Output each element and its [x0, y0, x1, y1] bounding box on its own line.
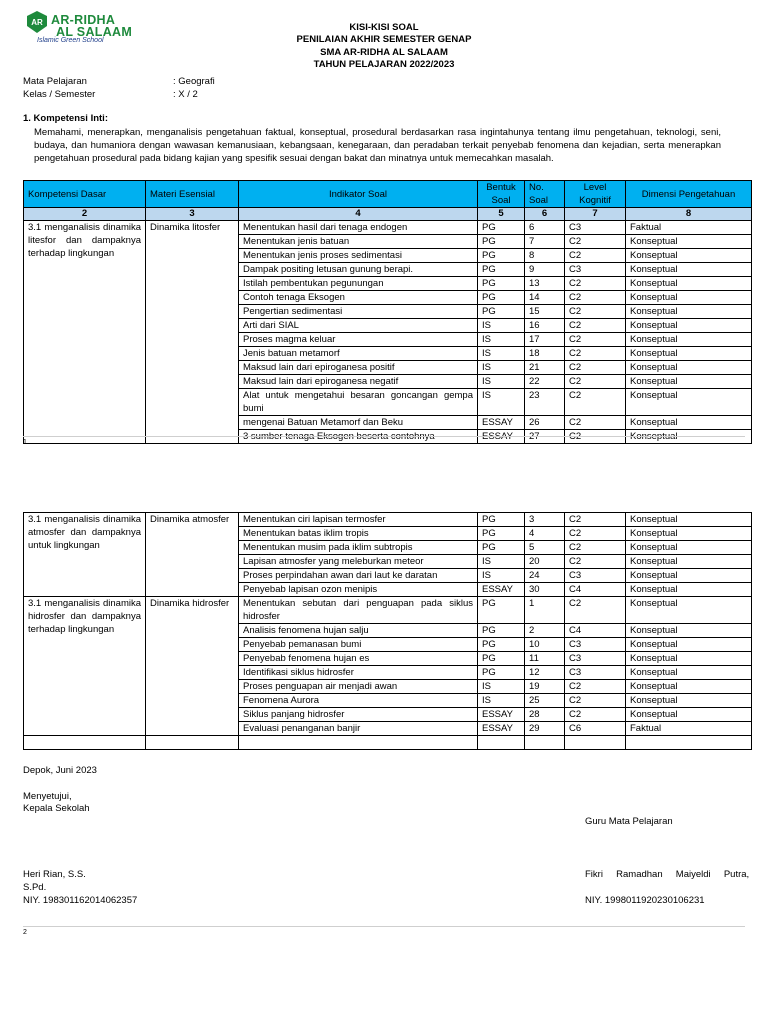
no-soal-cell: 10	[525, 638, 565, 652]
ki-heading: 1. Kompetensi Inti:	[23, 113, 108, 124]
no-soal-cell: 21	[525, 361, 565, 375]
no-soal-cell: 26	[525, 416, 565, 430]
approval-label: Menyetujui,	[23, 791, 72, 802]
indikator-soal-cell: Proses perpindahan awan dari laut ke daratan	[239, 569, 478, 583]
dimensi-pengetahuan-cell: Konseptual	[626, 652, 752, 666]
empty-cell	[525, 736, 565, 750]
level-kognitif-cell: C2	[565, 708, 626, 722]
principal-name: Heri Rian, S.S.	[23, 869, 86, 880]
kompetensi-dasar-cell	[24, 221, 146, 444]
bentuk-soal-cell: IS	[478, 319, 525, 333]
column-number: 4	[239, 208, 478, 221]
level-kognitif-cell: C3	[565, 263, 626, 277]
bentuk-soal-cell: IS	[478, 361, 525, 375]
no-soal-cell: 18	[525, 347, 565, 361]
column-number: 5	[478, 208, 525, 221]
teacher-niy: NIY. 199801192023010623​1	[585, 895, 705, 906]
materi-esensial-cell: Dinamika hidrosfer	[146, 597, 239, 736]
no-soal-cell: 14	[525, 291, 565, 305]
bentuk-soal-cell: IS	[478, 555, 525, 569]
level-kognitif-cell: C2	[565, 430, 626, 444]
indikator-soal-cell: 3 sumber tenaga Eksogen beserta contohnya	[239, 430, 478, 444]
kompetensi-dasar-text: 3.1 menganalisis dinamika atmosfer dan dampaknya untuk lingkungan	[28, 514, 141, 551]
subject-value: : Geografi	[173, 76, 215, 87]
indikator-soal-cell: Contoh tenaga Eksogen	[239, 291, 478, 305]
level-kognitif-cell: C2	[565, 694, 626, 708]
indikator-soal-cell: Maksud lain dari epiroganesa positif	[239, 361, 478, 375]
no-soal-cell: 4	[525, 527, 565, 541]
dimensi-pengetahuan-cell: Konseptual	[626, 361, 752, 375]
level-kognitif-cell: C2	[565, 249, 626, 263]
dimensi-pengetahuan-cell: Konseptual	[626, 708, 752, 722]
dimensi-pengetahuan-cell: Konseptual	[626, 583, 752, 597]
logo-tagline: Islamic Green School	[37, 37, 104, 44]
empty-cell	[626, 736, 752, 750]
indikator-soal-cell: Penyebab lapisan ozon menipis	[239, 583, 478, 597]
indikator-soal-cell: Proses penguapan air menjadi awan	[239, 680, 478, 694]
ki-paragraph: Memahami, menerapkan, menganalisis pengetahuan faktual, konseptual, prosedural berdasarkan rasa ingintahunya tentang ilmu pengetahuan, teknologi, seni, budaya, dan humaniora dengan wawasan kemanusiaan, kebangsaan, kenegaraan, dan peradaban terkait penyebab fenomena dan kejadian, serta menerapkan pengetahuan prosedural pada bidang kajian yang spesifik sesuai dengan bakat dan minatnya untuk memecahkan masalah.	[34, 127, 721, 164]
kompetensi-dasar-cell	[24, 513, 146, 597]
indikator-soal-cell: Arti dari SIAL	[239, 319, 478, 333]
empty-cell	[239, 736, 478, 750]
page-divider	[23, 926, 745, 927]
dimensi-pengetahuan-cell: Faktual	[626, 221, 752, 235]
no-soal-cell: 19	[525, 680, 565, 694]
level-kognitif-cell: C2	[565, 277, 626, 291]
bentuk-soal-cell: IS	[478, 694, 525, 708]
bentuk-soal-cell: IS	[478, 680, 525, 694]
column-number: 6	[525, 208, 565, 221]
dimensi-pengetahuan-cell: Konseptual	[626, 347, 752, 361]
level-kognitif-cell: C3	[565, 652, 626, 666]
no-soal-cell: 6	[525, 221, 565, 235]
indikator-soal-cell: Menentukan jenis batuan	[239, 235, 478, 249]
dimensi-pengetahuan-cell: Konseptual	[626, 249, 752, 263]
dimensi-pengetahuan-cell: Konseptual	[626, 680, 752, 694]
place-date: Depok, Juni 2023	[23, 765, 97, 776]
level-kognitif-cell: C2	[565, 375, 626, 389]
bentuk-soal-cell: ESSAY	[478, 430, 525, 444]
dimensi-pengetahuan-cell: Konseptual	[626, 305, 752, 319]
indikator-soal-cell: Menentukan musim pada iklim subtropis	[239, 541, 478, 555]
document-title	[0, 22, 768, 71]
no-soal-cell: 29	[525, 722, 565, 736]
level-kognitif-cell: C3	[565, 221, 626, 235]
table-row	[24, 597, 752, 624]
indikator-soal-cell: Identifikasi siklus hidrosfer	[239, 666, 478, 680]
indikator-soal-cell: Proses magma keluar	[239, 333, 478, 347]
indikator-soal-cell: Jenis batuan metamorf	[239, 347, 478, 361]
empty-table-row	[24, 736, 752, 750]
bentuk-soal-cell: PG	[478, 263, 525, 277]
column-number: 8	[626, 208, 752, 221]
page-number: 2	[23, 929, 27, 936]
level-kognitif-cell: C2	[565, 541, 626, 555]
bentuk-soal-cell: IS	[478, 389, 525, 416]
indikator-soal-cell: Pengertian sedimentasi	[239, 305, 478, 319]
level-kognitif-cell: C3	[565, 638, 626, 652]
level-kognitif-cell: C2	[565, 319, 626, 333]
class-value: : X / 2	[173, 89, 198, 100]
page-number: 1	[23, 439, 27, 446]
dimensi-pengetahuan-cell: Konseptual	[626, 666, 752, 680]
indikator-soal-cell: Alat untuk mengetahui besaran goncangan gempa bumi	[239, 389, 478, 416]
no-soal-cell: 5	[525, 541, 565, 555]
indikator-soal-cell: Penyebab fenomena hujan es	[239, 652, 478, 666]
no-soal-cell: 28	[525, 708, 565, 722]
no-soal-cell: 20	[525, 555, 565, 569]
bentuk-soal-cell: PG	[478, 305, 525, 319]
level-kognitif-cell: C4	[565, 624, 626, 638]
level-kognitif-cell: C2	[565, 235, 626, 249]
no-soal-cell: 23	[525, 389, 565, 416]
indikator-soal-cell: Menentukan sebutan dari penguapan pada siklus hidrosfer	[239, 597, 478, 624]
level-kognitif-cell: C2	[565, 416, 626, 430]
empty-cell	[24, 736, 146, 750]
dimensi-pengetahuan-cell: Konseptual	[626, 569, 752, 583]
no-soal-cell: 11	[525, 652, 565, 666]
bentuk-soal-cell: PG	[478, 277, 525, 291]
header-level-kognitif: Level Kognitif	[565, 181, 626, 208]
bentuk-soal-cell: PG	[478, 527, 525, 541]
header-materi-esensial: Materi Esensial	[146, 181, 239, 208]
indikator-soal-cell: Menentukan hasil dari tenaga endogen	[239, 221, 478, 235]
header-no-soal: No. Soal	[525, 181, 565, 208]
column-number: 7	[565, 208, 626, 221]
level-kognitif-cell: C2	[565, 347, 626, 361]
header-dimensi-pengetahuan: Dimensi Pengetahuan	[626, 181, 752, 208]
dimensi-pengetahuan-cell: Konseptual	[626, 319, 752, 333]
bentuk-soal-cell: PG	[478, 221, 525, 235]
bentuk-soal-cell: PG	[478, 624, 525, 638]
dimensi-pengetahuan-cell: Konseptual	[626, 527, 752, 541]
kompetensi-dasar-cell	[24, 597, 146, 736]
table-row	[24, 513, 752, 527]
indikator-soal-cell: Fenomena Aurora	[239, 694, 478, 708]
dimensi-pengetahuan-cell: Konseptual	[626, 277, 752, 291]
dimensi-pengetahuan-cell: Konseptual	[626, 375, 752, 389]
kisi-table-page-2	[23, 512, 752, 750]
bentuk-soal-cell: PG	[478, 291, 525, 305]
level-kognitif-cell: C6	[565, 722, 626, 736]
bentuk-soal-cell: IS	[478, 375, 525, 389]
no-soal-cell: 12	[525, 666, 565, 680]
indikator-soal-cell: Evaluasi penanganan banjir	[239, 722, 478, 736]
dimensi-pengetahuan-cell: Konseptual	[626, 430, 752, 444]
no-soal-cell: 7	[525, 235, 565, 249]
principal-name-cont: S.Pd.	[23, 882, 47, 893]
bentuk-soal-cell: IS	[478, 569, 525, 583]
no-soal-cell: 2	[525, 624, 565, 638]
header-indikator-soal: Indikator Soal	[239, 181, 478, 208]
dimensi-pengetahuan-cell: Konseptual	[626, 416, 752, 430]
indikator-soal-cell: mengenai Batuan Metamorf dan Beku	[239, 416, 478, 430]
bentuk-soal-cell: IS	[478, 347, 525, 361]
bentuk-soal-cell: PG	[478, 513, 525, 527]
no-soal-cell: 30	[525, 583, 565, 597]
dimensi-pengetahuan-cell: Konseptual	[626, 263, 752, 277]
no-soal-cell: 16	[525, 319, 565, 333]
class-label: Kelas / Semester	[23, 89, 96, 100]
teacher-title: Guru Mata Pelajaran	[585, 816, 673, 827]
dimensi-pengetahuan-cell: Faktual	[626, 722, 752, 736]
no-soal-cell: 1	[525, 597, 565, 624]
level-kognitif-cell: C2	[565, 513, 626, 527]
title-line-3: SMA AR-RIDHA AL SALAAM	[320, 46, 448, 58]
no-soal-cell: 8	[525, 249, 565, 263]
dimensi-pengetahuan-cell: Konseptual	[626, 555, 752, 569]
dimensi-pengetahuan-cell: Konseptual	[626, 291, 752, 305]
no-soal-cell: 24	[525, 569, 565, 583]
no-soal-cell: 27	[525, 430, 565, 444]
kompetensi-dasar-text: 3.1 menganalisis dinamika litesfor dan dampaknya terhadap lingkungan	[28, 222, 141, 259]
dimensi-pengetahuan-cell: Konseptual	[626, 235, 752, 249]
level-kognitif-cell: C3	[565, 569, 626, 583]
svg-text:AR: AR	[31, 18, 43, 27]
bentuk-soal-cell: ESSAY	[478, 583, 525, 597]
level-kognitif-cell: C2	[565, 389, 626, 416]
empty-cell	[478, 736, 525, 750]
page-divider	[23, 436, 745, 437]
dimensi-pengetahuan-cell: Konseptual	[626, 624, 752, 638]
level-kognitif-cell: C2	[565, 305, 626, 319]
kompetensi-dasar-text: 3.1 menganalisis dinamika hidrosfer dan dampaknya terhadap lingkungan	[28, 598, 141, 635]
table-row	[24, 221, 752, 235]
bentuk-soal-cell: PG	[478, 249, 525, 263]
dimensi-pengetahuan-cell: Konseptual	[626, 389, 752, 416]
materi-esensial-cell: Dinamika atmosfer	[146, 513, 239, 597]
indikator-soal-cell: Menentukan ciri lapisan termosfer	[239, 513, 478, 527]
no-soal-cell: 25	[525, 694, 565, 708]
level-kognitif-cell: C2	[565, 680, 626, 694]
subject-label: Mata Pelajaran	[23, 76, 87, 87]
header-kompetensi-dasar: Kompetensi Dasar	[24, 181, 146, 208]
column-number: 2	[24, 208, 146, 221]
level-kognitif-cell: C2	[565, 333, 626, 347]
indikator-soal-cell: Istilah pembentukan pegunungan	[239, 277, 478, 291]
title-line-2: PENILAIAN AKHIR SEMESTER GENAP	[296, 34, 472, 46]
no-soal-cell: 3	[525, 513, 565, 527]
level-kognitif-cell: C2	[565, 361, 626, 375]
dimensi-pengetahuan-cell: Konseptual	[626, 541, 752, 555]
empty-cell	[565, 736, 626, 750]
indikator-soal-cell: Siklus panjang hidrosfer	[239, 708, 478, 722]
bentuk-soal-cell: PG	[478, 652, 525, 666]
bentuk-soal-cell: ESSAY	[478, 722, 525, 736]
bentuk-soal-cell: PG	[478, 638, 525, 652]
empty-cell	[146, 736, 239, 750]
title-line-4: TAHUN PELAJARAN 2022/2023	[313, 58, 455, 70]
bentuk-soal-cell: PG	[478, 541, 525, 555]
indikator-soal-cell: Lapisan atmosfer yang meleburkan meteor	[239, 555, 478, 569]
bentuk-soal-cell: ESSAY	[478, 708, 525, 722]
indikator-soal-cell: Penyebab pemanasan bumi	[239, 638, 478, 652]
column-number-row	[24, 208, 752, 221]
indikator-soal-cell: Dampak positing letusan gunung berapi.	[239, 263, 478, 277]
principal-title: Kepala Sekolah	[23, 803, 90, 814]
bentuk-soal-cell: PG	[478, 235, 525, 249]
title-line-1: KISI-KISI SOAL	[349, 22, 419, 33]
dimensi-pengetahuan-cell: Konseptual	[626, 513, 752, 527]
logo-text-line2: AL SALAAM	[56, 25, 133, 39]
column-number: 3	[146, 208, 239, 221]
bentuk-soal-cell: PG	[478, 597, 525, 624]
logo-text-line1: AR-RIDHA	[51, 13, 116, 27]
dimensi-pengetahuan-cell: Konseptual	[626, 333, 752, 347]
level-kognitif-cell: C2	[565, 527, 626, 541]
no-soal-cell: 17	[525, 333, 565, 347]
level-kognitif-cell: C4	[565, 583, 626, 597]
dimensi-pengetahuan-cell: Konseptual	[626, 597, 752, 624]
dimensi-pengetahuan-cell: Konseptual	[626, 694, 752, 708]
teacher-name: Fikri Ramadhan Maiyeldi Putra,	[585, 869, 750, 880]
dimensi-pengetahuan-cell: Konseptual	[626, 638, 752, 652]
level-kognitif-cell: C2	[565, 291, 626, 305]
bentuk-soal-cell: PG	[478, 666, 525, 680]
no-soal-cell: 13	[525, 277, 565, 291]
no-soal-cell: 9	[525, 263, 565, 277]
level-kognitif-cell: C2	[565, 555, 626, 569]
bentuk-soal-cell: ESSAY	[478, 416, 525, 430]
kisi-table-page-1	[23, 180, 752, 444]
indikator-soal-cell: Maksud lain dari epiroganesa negatif	[239, 375, 478, 389]
no-soal-cell: 15	[525, 305, 565, 319]
indikator-soal-cell: Analisis fenomena hujan salju	[239, 624, 478, 638]
principal-niy: NIY. 198301162014062357	[23, 895, 138, 906]
indikator-soal-cell: Menentukan batas iklim tropis	[239, 527, 478, 541]
header-bentuk-soal: Bentuk Soal	[478, 181, 525, 208]
indikator-soal-cell: Menentukan jenis proses sedimentasi	[239, 249, 478, 263]
level-kognitif-cell: C2	[565, 597, 626, 624]
materi-esensial-cell: Dinamika litosfer	[146, 221, 239, 444]
bentuk-soal-cell: IS	[478, 333, 525, 347]
no-soal-cell: 22	[525, 375, 565, 389]
level-kognitif-cell: C3	[565, 666, 626, 680]
